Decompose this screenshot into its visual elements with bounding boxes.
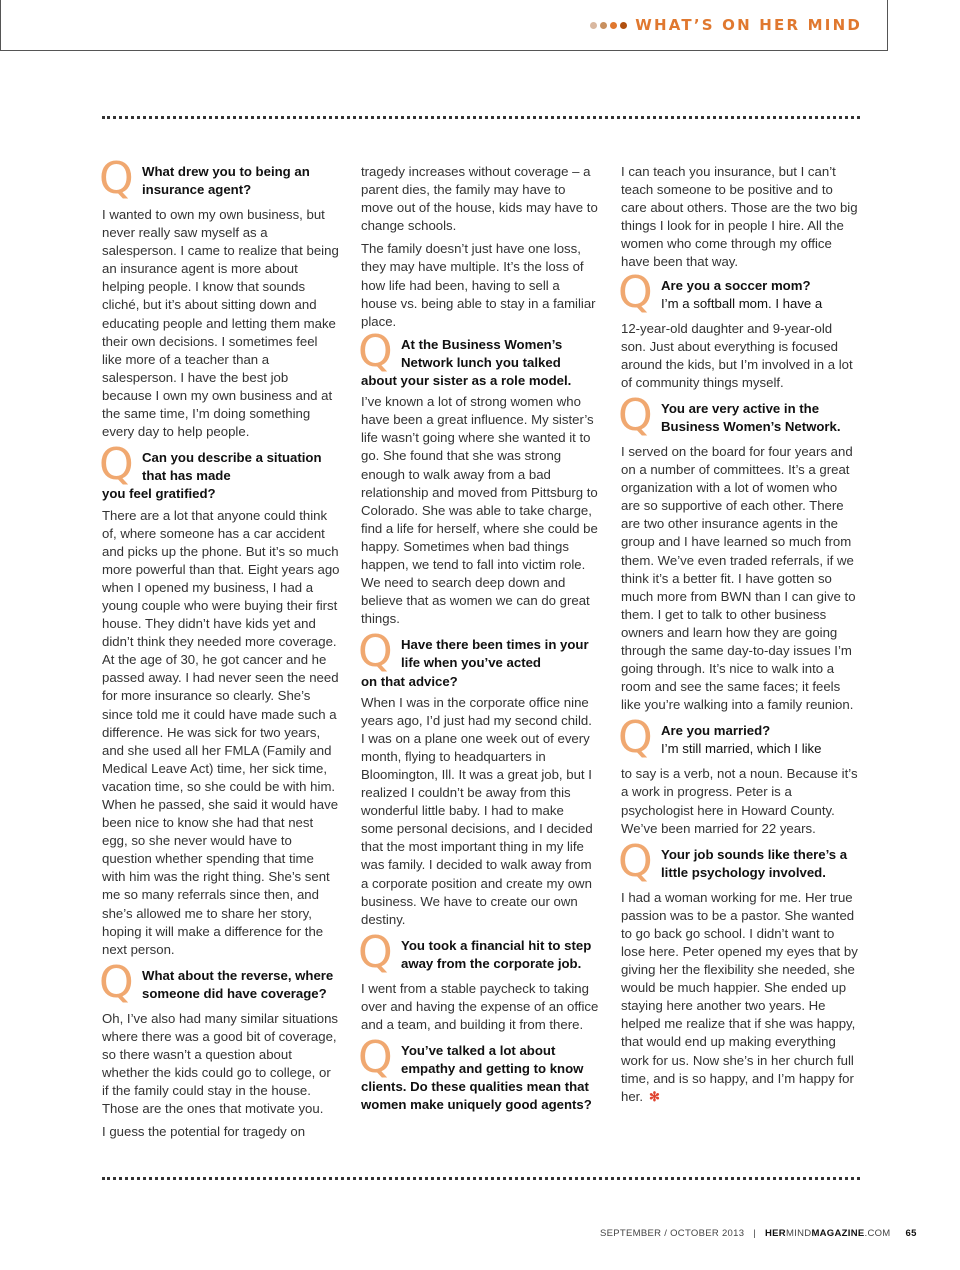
question-text: You are very active in the Business Women’s Network. (661, 400, 841, 435)
continued-text: The family doesn’t just have one loss, they may have multiple. It’s the loss of how life had been, having to sell a house vs. being able to stay in a familiar place. (361, 241, 596, 329)
qa-block (99, 956, 340, 1142)
question (618, 389, 859, 441)
q-mark-icon: Q (618, 266, 653, 318)
q-mark-icon: Q (618, 712, 653, 764)
q-mark-icon: Q (99, 439, 134, 491)
top-dotted-rule (102, 116, 860, 119)
question (358, 325, 599, 390)
question-text: Can you describe a situation that has made (142, 450, 322, 484)
answer: I’ve known a lot of strong women who have been a great influence. My sister’s life wasn’t going where she wanted it to go. She found that she was strong enough to walk away from a bad relationship and moved from Pittsburg to Colorado. She was able to take charge, find a life for herself, where she could be happy. Sometimes when bad things happen, we tend to fall into victim role. We need to search deep down and believe that as women we can do great things. (361, 394, 598, 627)
qa-block (99, 439, 340, 959)
answer-text: I had a woman working for me. Her true passion was to be a pastor. She wanted to go back go school. I didn’t want to lose here. Peter opened my eyes that by giving her the flexibility she needed, she would be much happier. She ended up staying here another two years. He helped me realize that if she was happy, that would end up making everything work for us. Now she’s in her church full time, and is so happy, and I’m happy for her. (621, 889, 858, 1104)
column-1 (99, 153, 340, 1150)
end-mark-icon: ✻ (649, 1088, 661, 1104)
section-title: WHAT’S ON HER MIND (635, 16, 862, 34)
question-text-tail: about your sister as a role model. (361, 373, 572, 389)
question (99, 956, 340, 1008)
header-rule (0, 50, 887, 51)
site-name-magazine: MAGAZINE (811, 1228, 865, 1239)
bottom-dotted-rule (102, 1177, 860, 1180)
section-header (590, 16, 862, 34)
page-number: 65 (905, 1228, 917, 1239)
answer: I went from a stable paycheck to taking over and having the expense of an office and a team, and building it from there. (361, 980, 599, 1033)
site-name-tld: .COM (864, 1228, 891, 1239)
qa-block (618, 835, 859, 1106)
qa-block (618, 266, 859, 392)
answer-lead: I’m still married, which I like (661, 741, 822, 757)
question-text: What drew you to being an insurance agent? (142, 164, 310, 198)
answer: I served on the board for four years and on a number of committees. It’s a great organization with a lot of women who are so supportive of each other. There are two other insurance agents in the group and I have learned so much from them. We’ve even traded referrals, if we think it’s a better fit. I have gotten so much more from BWN than I can give to them. I get to talk to other business owners and learn how they are going through the same day-to-day issues I’m going through. It’s nice to walk into a room and see the same faces; it feels like you’re walking into a family reunion. (621, 443, 856, 713)
q-mark-icon: Q (618, 389, 653, 441)
continued-text: tragedy increases without coverage – a parent dies, the family may have to move out of the house, kids may have to change schools. (361, 164, 598, 234)
question-text: At the Business Women’s Network lunch you talked (401, 336, 563, 370)
question (618, 712, 859, 764)
q-mark-icon: Q (99, 153, 134, 204)
question (618, 835, 859, 887)
qa-block (99, 153, 340, 441)
question-text-tail: you feel gratified? (102, 486, 216, 502)
question-text-tail: clients. Do these qualities mean that women make uniquely good agents? (361, 1079, 592, 1113)
dot-4 (620, 22, 627, 29)
dot-1 (590, 22, 597, 29)
header-left-rule (0, 0, 1, 51)
question (99, 439, 340, 503)
footer-separator: | (753, 1228, 757, 1239)
page-footer (600, 1228, 917, 1239)
answer: 12-year-old daughter and 9-year-old son. Just about everything is focused around the kids, but I’m involved in a lot of community things myself. (621, 320, 853, 390)
qa-block (358, 1032, 599, 1114)
qa-block (618, 389, 859, 714)
answer: Oh, I’ve also had many similar situations where there was a good bit of coverage, so there wasn’t a question about whether the kids could go to college, or if the family could stay in the house. Those are the ones that motivate you. (102, 1010, 339, 1117)
q-mark-icon: Q (358, 1032, 393, 1084)
question (358, 1032, 599, 1114)
qa-block (358, 926, 599, 1034)
question-text: You’ve talked a lot about empathy and getting to know (401, 1043, 584, 1077)
q-mark-icon: Q (99, 956, 134, 1008)
question-text: What about the reverse, where someone did have coverage? (142, 967, 334, 1001)
answer (621, 889, 859, 1106)
column-2 (358, 163, 599, 1123)
answer-lead: I’m a softball mom. I have a (661, 295, 823, 311)
answer: to say is a verb, not a noun. Because it’s a work in progress. Peter is a psychologist here in Howard County. We’ve been married for 22 years. (621, 766, 858, 836)
q-mark-icon: Q (618, 835, 653, 887)
qa-block (618, 712, 859, 837)
q-mark-icon: Q (358, 926, 393, 978)
question (618, 266, 859, 318)
q-mark-icon: Q (358, 626, 393, 678)
qa-block (358, 626, 599, 929)
question (99, 153, 340, 204)
answer: When I was in the corporate office nine years ago, I’d just had my second child. I was on a plane one week out of every month, flying to headquarters in Bloomington, Ill. It was a great job, but I realized I couldn’t be away from this wonderful little baby. I had to make some personal decisions, and I decided that the most important thing in my life was family. I decided to walk away from a corporate position and create my own business. We have to create our own destiny. (361, 694, 593, 927)
question-text: Have there been times in your life when you’ve acted (401, 637, 589, 671)
dot-3 (610, 22, 617, 29)
column-3 (618, 163, 859, 1114)
question-text-tail: on that advice? (361, 673, 458, 689)
question-text: Are you a soccer mom? (661, 277, 811, 293)
dot-2 (600, 22, 607, 29)
question (358, 626, 599, 690)
continued-text: I can teach you insurance, but I can’t teach someone to be positive and to care about others. Those are the two big things I look for in people I hire. All the women who come through my office have been that way. (621, 164, 858, 270)
header-vertical-rule (887, 0, 888, 51)
answer: There are a lot that anyone could think of, where someone has a car accident and picks up the phone. But it’s so much more powerful than that. Eight years ago when I opened my business, I had a young couple who were buying their first house. They didn’t have kids yet and didn’t think they needed more coverage. At the age of 30, he got cancer and he passed away. I had never seen the need for more insurance so clearly. She’s since told me it could have made such a difference. He was sick for two years, and she used all her FMLA (Family and Medical Leave Act) time, her sick time, vacation time, so she could be with him. When he passed, she said it would have been nice to know she had that nest egg, so she never would have to question whether spending that time with him was the right thing. She’s sent me so many referrals since then, and she’s allowed me to share her story, hoping it will make a difference for the next person. (102, 507, 340, 957)
issue-date: SEPTEMBER / OCTOBER 2013 (600, 1228, 745, 1239)
question-text: Are you married? (661, 723, 771, 739)
answer: I guess the potential for tragedy on (102, 1124, 306, 1140)
site-name-her: HER (764, 1228, 786, 1239)
header-dots (590, 22, 627, 29)
q-mark-icon: Q (358, 325, 393, 377)
question-text: Your job sounds like there’s a little psychology involved. (661, 846, 848, 880)
question-text: You took a financial hit to step away from the corporate job. (401, 937, 592, 971)
site-name-mind: MIND (785, 1228, 812, 1239)
question (358, 926, 599, 978)
answer: I wanted to own my own business, but never really saw myself as a salesperson. I came to realize that being an insurance agent is more about helping people. I know that sounds cliché, but it’s about sitting down and educating people and letting them make their own decisions. I sometimes feel like more of a teacher than a salesperson. I have the best job because I own my own business and at the same time, I’m doing something every day to help people. (102, 207, 339, 440)
qa-block (358, 325, 599, 629)
